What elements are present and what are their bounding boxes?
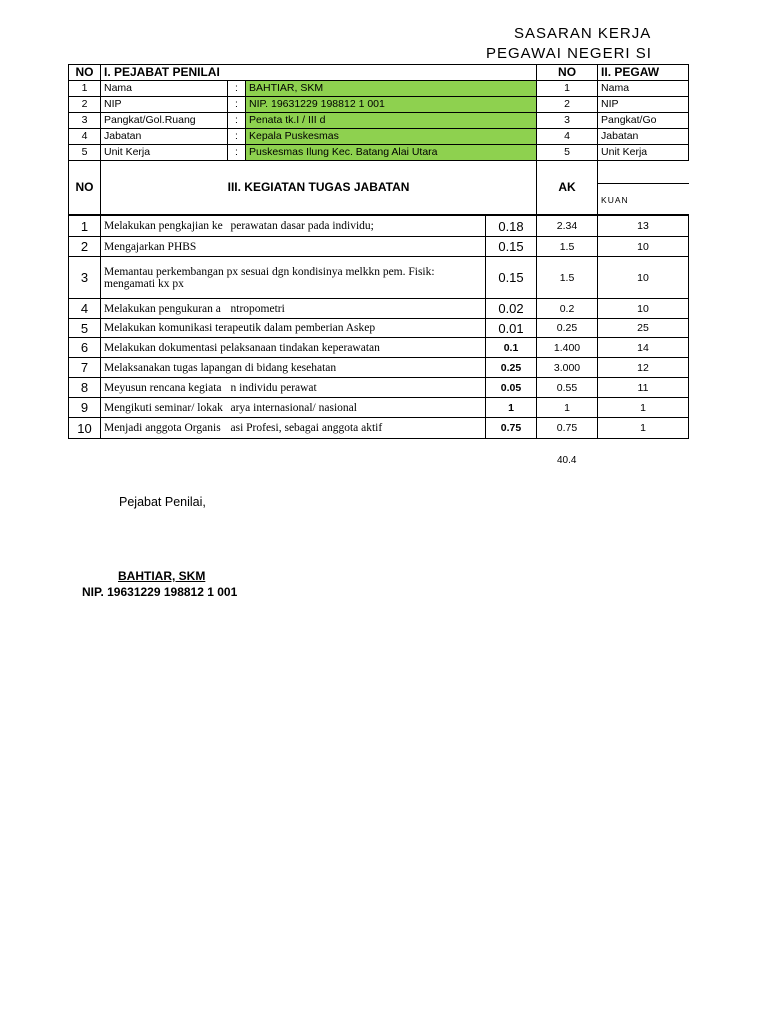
signature-name: BAHTIAR, SKM: [118, 569, 206, 583]
info-row-no2: 2: [537, 97, 598, 113]
document-title-line1: SASARAN KERJA: [514, 25, 652, 42]
activity-text-cont: arya internasional/ nasional: [228, 398, 486, 418]
info-row: [69, 145, 689, 161]
info-row-label: Unit Kerja: [101, 145, 228, 161]
info-row-no2: 5: [537, 145, 598, 161]
info-row-label2: Pangkat/Go: [598, 113, 689, 129]
info-row-separator: :: [228, 113, 246, 129]
activity-row: [69, 237, 689, 257]
info-row-no: 3: [69, 113, 101, 129]
activity-ak: 1.5: [537, 257, 598, 299]
total-ak: 40.4: [557, 455, 577, 466]
activity-kuan: 10: [598, 237, 689, 257]
kuan-header: KUAN: [598, 184, 689, 215]
activity-row: [69, 299, 689, 319]
activity-value: 0.1: [486, 338, 537, 358]
info-row-label: Jabatan: [101, 129, 228, 145]
activity-no: 2: [69, 237, 101, 257]
activity-value: 0.01: [486, 319, 537, 338]
activity-no: 1: [69, 216, 101, 237]
info-row-no2: 4: [537, 129, 598, 145]
info-row: [69, 81, 689, 97]
activity-text: Melakukan dokumentasi pelaksanaan tindakan keperawatan: [101, 338, 486, 358]
info-row-label: Pangkat/Gol.Ruang: [101, 113, 228, 129]
info-row-no: 1: [69, 81, 101, 97]
activity-row: [69, 398, 689, 418]
activity-no: 10: [69, 418, 101, 439]
activity-value: 0.25: [486, 358, 537, 378]
activity-text-cont: asi Profesi, sebagai anggota aktif: [228, 418, 486, 439]
info-header-row: [69, 65, 689, 81]
info-row-no2: 1: [537, 81, 598, 97]
activity-ak: 3.000: [537, 358, 598, 378]
ak-header: AK: [537, 161, 598, 215]
section1-header: I. PEJABAT PENILAI: [101, 65, 537, 81]
activity-row: [69, 338, 689, 358]
info-row-no: 2: [69, 97, 101, 113]
activity-no: 3: [69, 257, 101, 299]
info-row-value: Puskesmas Ilung Kec. Batang Alai Utara: [246, 145, 537, 161]
activity-kuan: 12: [598, 358, 689, 378]
activity-no: 9: [69, 398, 101, 418]
info-row: [69, 129, 689, 145]
activity-value: 0.15: [486, 257, 537, 299]
activities-table: [68, 215, 689, 439]
activity-no: 8: [69, 378, 101, 398]
activity-no: 5: [69, 319, 101, 338]
activity-row: [69, 216, 689, 237]
info-row-separator: :: [228, 81, 246, 97]
info-row-value: BAHTIAR, SKM: [246, 81, 537, 97]
info-row-label2: Unit Kerja: [598, 145, 689, 161]
info-row-no2: 3: [537, 113, 598, 129]
activity-kuan: 10: [598, 257, 689, 299]
signature-nip: NIP. 19631229 198812 1 001: [82, 585, 238, 599]
activity-text: Meyusun rencana kegiata: [101, 378, 228, 398]
document-title-line2: PEGAWAI NEGERI SI: [486, 45, 652, 62]
info-row-value: Kepala Puskesmas: [246, 129, 537, 145]
info-row-separator: :: [228, 145, 246, 161]
no-header: NO: [69, 65, 101, 81]
info-row-no: 4: [69, 129, 101, 145]
info-row-value: NIP. 19631229 198812 1 001: [246, 97, 537, 113]
target-header-top: [598, 161, 689, 184]
activity-ak: 0.75: [537, 418, 598, 439]
info-row-label: NIP: [101, 97, 228, 113]
activity-ak: 1: [537, 398, 598, 418]
activity-ak: 2.34: [537, 216, 598, 237]
activity-text-cont: n individu perawat: [228, 378, 486, 398]
activity-text: Memantau perkembangan px sesuai dgn kondisinya melkkn pem. Fisik: mengamati kx px: [101, 257, 486, 299]
activity-text: Menjadi anggota Organis: [101, 418, 228, 439]
activity-text: Mengikuti seminar/ lokak: [101, 398, 228, 418]
signature-title: Pejabat Penilai,: [119, 495, 206, 509]
info-row-label: Nama: [101, 81, 228, 97]
info-row-separator: :: [228, 97, 246, 113]
activity-value: 0.18: [486, 216, 537, 237]
activity-value: 0.75: [486, 418, 537, 439]
section3-header-row: [69, 161, 689, 184]
activity-kuan: 14: [598, 338, 689, 358]
activity-text: Melakukan pengkajian ke: [101, 216, 228, 237]
info-row: [69, 113, 689, 129]
info-row-separator: :: [228, 129, 246, 145]
activity-text: Melakukan pengukuran a: [101, 299, 228, 319]
info-table: [68, 64, 689, 215]
info-row-value: Penata tk.I / III d: [246, 113, 537, 129]
no2-header: NO: [537, 65, 598, 81]
activity-row: [69, 378, 689, 398]
activity-text: Mengajarkan PHBS: [101, 237, 486, 257]
activity-no: 7: [69, 358, 101, 378]
activity-value: 1: [486, 398, 537, 418]
activity-ak: 1.400: [537, 338, 598, 358]
activity-ak: 1.5: [537, 237, 598, 257]
activity-no: 6: [69, 338, 101, 358]
section3-header: III. KEGIATAN TUGAS JABATAN: [101, 161, 537, 215]
info-row-label2: NIP: [598, 97, 689, 113]
info-row-no: 5: [69, 145, 101, 161]
info-row: [69, 97, 689, 113]
activity-kuan: 1: [598, 398, 689, 418]
info-row-label2: Nama: [598, 81, 689, 97]
activity-text: Melakukan komunikasi terapeutik dalam pemberian Askep: [101, 319, 486, 338]
activity-kuan: 25: [598, 319, 689, 338]
activity-value: 0.15: [486, 237, 537, 257]
activity-value: 0.05: [486, 378, 537, 398]
spreadsheet-area: [68, 64, 768, 439]
activity-text-cont: perawatan dasar pada individu;: [228, 216, 486, 237]
activity-ak: 0.2: [537, 299, 598, 319]
activity-kuan: 13: [598, 216, 689, 237]
activity-row: [69, 257, 689, 299]
activity-row: [69, 358, 689, 378]
activity-value: 0.02: [486, 299, 537, 319]
activity-text-cont: ntropometri: [228, 299, 486, 319]
activity-kuan: 1: [598, 418, 689, 439]
activity-kuan: 11: [598, 378, 689, 398]
activity-ak: 0.25: [537, 319, 598, 338]
activity-row: [69, 319, 689, 338]
activity-ak: 0.55: [537, 378, 598, 398]
section2-header: II. PEGAW: [598, 65, 689, 81]
section3-no-header: NO: [69, 161, 101, 215]
activity-kuan: 10: [598, 299, 689, 319]
activity-no: 4: [69, 299, 101, 319]
activity-text: Melaksanakan tugas lapangan di bidang kesehatan: [101, 358, 486, 378]
activity-row: [69, 418, 689, 439]
info-row-label2: Jabatan: [598, 129, 689, 145]
